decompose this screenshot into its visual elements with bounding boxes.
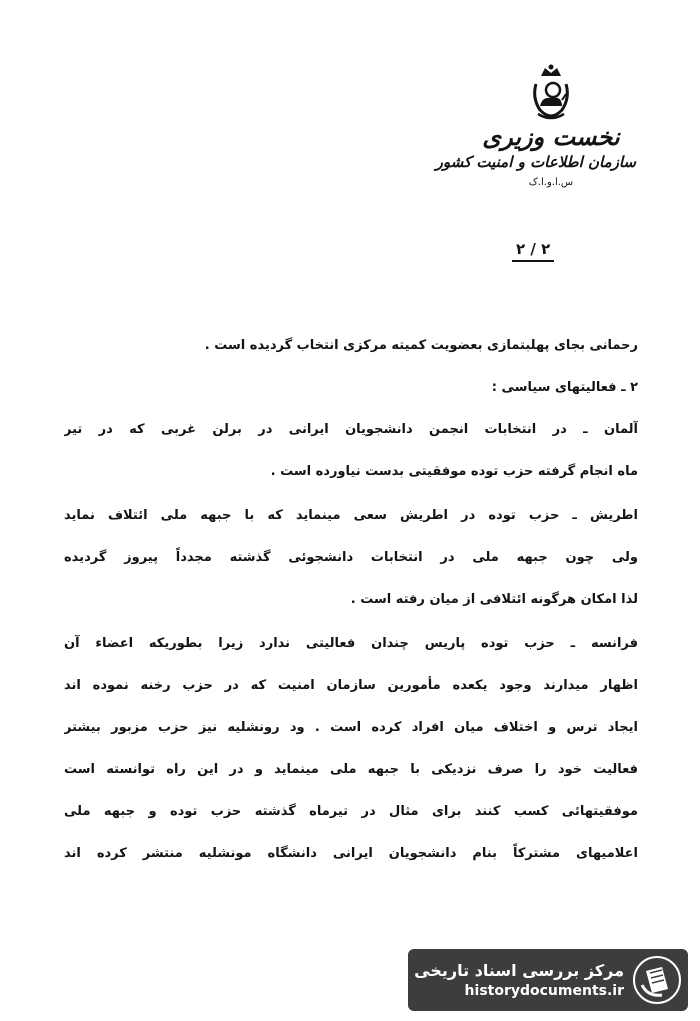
body-line: فعالیت خود را صرف نزدیکی با جبهه ملی مینماید و در این راه توانسته است (64, 762, 638, 777)
letterhead (435, 64, 636, 188)
body-line: اعلامیهای مشترکاً بنام دانشجویان ایرانی دانشگاه مونشلیه منتشر کرده اند (64, 846, 638, 861)
lion-and-sun-emblem-icon (526, 64, 576, 122)
document-scroll-logo-icon (632, 955, 682, 1005)
letterhead-office: نخست وزیری (482, 122, 620, 151)
letterhead-organization: سازمان اطلاعات و امنیت کشور (435, 153, 636, 172)
section-heading: ۲ ـ فعالیتهای سیاسی : (491, 380, 638, 395)
body-line: ماه انجام گرفته حزب توده موفقیتی بدست نیاورده است . (270, 464, 638, 479)
body-line: آلمان ـ در انتخابات انجمن دانشجویان ایرانی در برلن غربی که در تیر (64, 422, 638, 437)
body-line: ایجاد ترس و اختلاف میان افراد کرده است . ود رونشلیه نیز حزب مزبور بیشتر (64, 720, 638, 735)
body-line: موفقیتهائی کسب کنند برای مثال در تیرماه گذشته حزب توده و جبهه ملی (64, 804, 638, 819)
page-number: ۲ / ۲ (512, 240, 554, 262)
body-line: ولی چون جبهه ملی در انتخابات دانشجوئی گذشته مجدداً پیروز گردیده (64, 550, 638, 565)
document-body (64, 334, 638, 884)
watermark-url: historydocuments.ir (464, 983, 624, 999)
body-line: لذا امکان هرگونه ائتلافی از میان رفته است . (350, 592, 638, 607)
body-line: اظهار میدارند وجود یکعده مأمورین سازمان امنیت که در حزب رخنه نموده اند (64, 678, 638, 693)
body-line: اطریش ـ حزب توده در اطریش سعی مینماید که با جبهه ملی ائتلاف نماید (64, 508, 638, 523)
body-line: فرانسه ـ حزب توده پاریس چندان فعالیتی ندارد زیرا بطوریکه اعضاء آن (64, 636, 638, 651)
watermark-badge (408, 949, 688, 1011)
letterhead-reference: س.ا.و.ا.ک (528, 176, 574, 188)
watermark-name: مرکز بررسی اسناد تاریخی (414, 961, 624, 980)
body-line: رحمانی بجای پهلبتمازی بعضویت کمیته مرکزی انتخاب گردیده است . (204, 338, 638, 353)
